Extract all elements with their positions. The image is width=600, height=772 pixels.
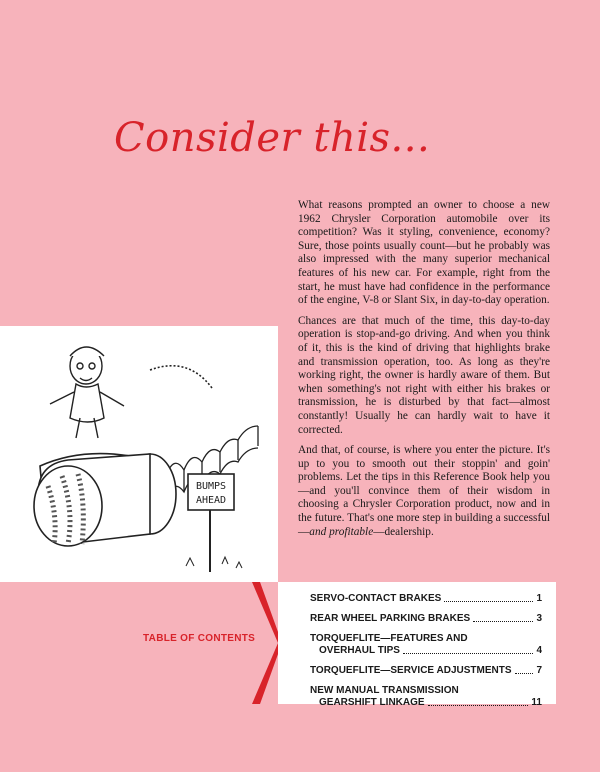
bumps-ahead-sign: [188, 474, 234, 572]
motion-arc: [150, 366, 212, 388]
toc-entry-title: TORQUEFLITE—FEATURES AND: [310, 633, 468, 644]
sign-text-line-2: AHEAD: [195, 495, 227, 506]
toc-entry-rear-wheel-parking-brakes[interactable]: [310, 613, 542, 625]
intro-emphasis: and profitable: [309, 525, 374, 538]
toc-entry-title: SERVO-CONTACT BRAKES: [310, 593, 442, 604]
cartoon-illustration: [0, 326, 278, 582]
toc-entry-line-2: [310, 697, 542, 709]
grass-tufts: [186, 557, 242, 568]
toc-entry-page: 11: [531, 697, 542, 708]
toc-leader-dots: [444, 601, 533, 602]
toc-entry-page: 7: [536, 665, 542, 676]
intro-paragraph-3-start: And that, of course, is where you enter the picture. It's up to you to smooth out their stoppin' and goin' problems. Let the tips in this Reference Book help you—and you'll convince them of their wisdom in choosing a Chrysler Corporation product, now and in the future. That's one more step in building a successful—: [298, 444, 550, 538]
toc-entry-title: REAR WHEEL PARKING BRAKES: [310, 613, 471, 624]
toc-entry-servo-contact-brakes[interactable]: [310, 593, 542, 605]
toc-entry-title-continued: OVERHAUL TIPS: [319, 645, 400, 656]
toc-entry-page: 3: [536, 613, 542, 624]
toc-leader-dots: [403, 653, 534, 654]
toc-entry-page: 4: [536, 645, 542, 656]
toc-label: TABLE OF CONTENTS: [143, 633, 256, 644]
toc-entry-torqueflite-features[interactable]: [310, 633, 542, 657]
intro-paragraph-2: Chances are that much of the time, this day-to-day operation is stop-and-go driving. And when you think of it, this is the kind of driving that highlights brake and transmission operation, too. As long as they're working right, the owner is hardly aware of them. But when something's not right with either his brakes or transmission, he is disturbed by that fact—almost constantly! Usually he can hardly wait to have it corrected.: [298, 314, 550, 436]
toc-leader-dots: [473, 621, 533, 622]
sign-text-line-1: BUMPS: [195, 481, 227, 492]
toc-entry-line-2: [310, 645, 542, 657]
toc-entry-title: TORQUEFLITE—SERVICE ADJUSTMENTS: [310, 665, 512, 676]
toc-entry-torqueflite-service-adjustments[interactable]: [310, 665, 542, 677]
headline: Consider this...: [114, 115, 431, 161]
intro-paragraph-3-end: —dealership.: [373, 525, 434, 538]
cartoon-drawing: [0, 326, 278, 582]
cartoon-driver: [50, 347, 124, 438]
intro-paragraph-1: What reasons prompted an owner to choose a new 1962 Chrysler Corporation automobile over its competition? Was it styling, convenience, economy? Sure, those points usually count—but he probably was also impressed with the many superior mechanical features of his new car. For example, right from the start, he must have had confidence in the performance of the engine, V-8 or Slant Six, in day-to-day operation.: [298, 199, 550, 307]
toc-entry-page: 1: [536, 593, 542, 604]
toc-entry-title: NEW MANUAL TRANSMISSION: [310, 685, 459, 696]
toc-entry-line-1: [310, 633, 542, 645]
toc-leader-dots: [515, 673, 534, 674]
table-of-contents: [278, 582, 556, 708]
toc-leader-dots: [428, 705, 529, 706]
toc-entry-title-continued: GEARSHIFT LINKAGE: [319, 697, 425, 708]
road-roller-machine: [34, 454, 176, 546]
toc-entry-manual-transmission-linkage[interactable]: [310, 685, 542, 709]
toc-entry-line-1: [310, 685, 542, 697]
intro-paragraph-3: [298, 444, 550, 539]
intro-text: [298, 199, 550, 546]
toc-list: [310, 593, 542, 717]
